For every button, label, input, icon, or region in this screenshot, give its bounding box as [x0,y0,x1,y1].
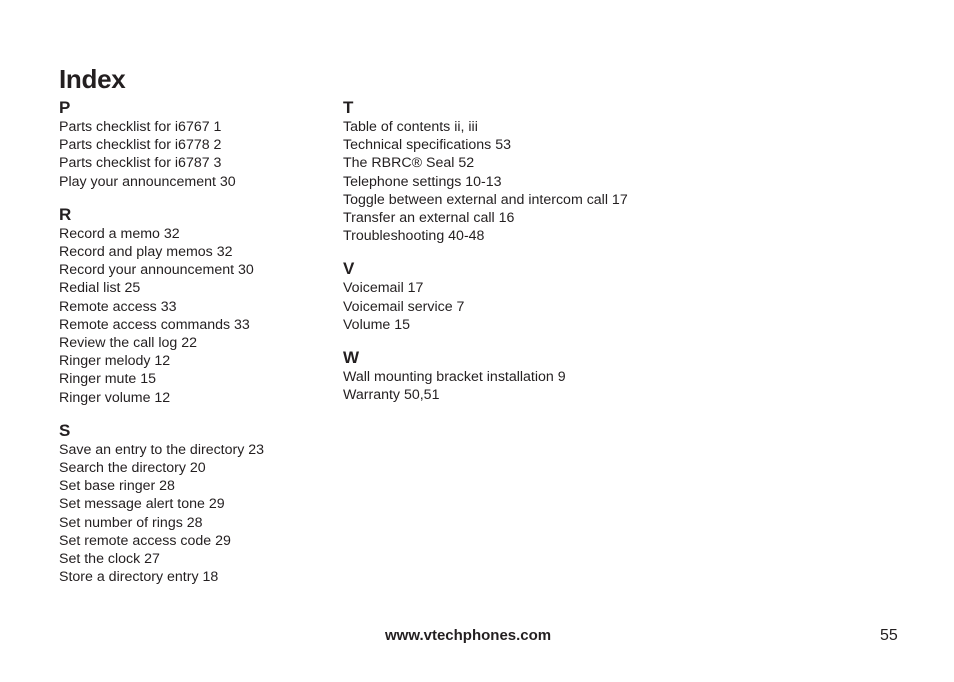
entry-list [343,368,633,404]
index-entry: Ringer melody 12 [59,353,171,370]
index-entry: Record and play memos 32 [59,244,233,261]
entry-list [343,279,633,334]
index-entry: Set base ringer 28 [59,478,175,495]
index-entry: Redial list 25 [59,280,141,297]
index-entry: Remote access 33 [59,298,177,315]
index-entry: Parts checklist for i6778 2 [59,137,222,154]
entry-list [59,441,329,587]
entry-list [59,118,329,191]
page-title: Index [59,64,126,94]
index-column-left [59,98,329,600]
entry-list [343,118,633,245]
section-letter: V [343,259,355,279]
section-letter: R [59,204,72,224]
index-entry: Ringer volume 12 [59,389,171,406]
index-entry: Toggle between external and intercom call 17 [343,191,628,208]
index-entry: Record your announcement 30 [59,262,254,279]
index-section-v [343,259,633,334]
footer-website-url: www.vtechphones.com [385,627,552,644]
index-entry: Ringer mute 15 [59,371,156,388]
index-entry: Parts checklist for i6787 3 [59,155,222,172]
index-entry: Telephone settings 10-13 [343,173,502,190]
page-number: 55 [880,627,898,644]
index-entry: Save an entry to the directory 23 [59,441,265,458]
section-letter: W [343,348,360,368]
index-entry: Play your announcement 30 [59,173,236,190]
section-letter: S [59,420,71,440]
index-section-w [343,348,633,404]
index-entry: Troubleshooting 40-48 [343,228,485,245]
index-column-right [343,98,633,418]
index-entry: Set number of rings 28 [59,514,203,531]
index-section-r [59,205,329,407]
index-entry: Search the directory 20 [59,460,206,477]
index-entry: Record a memo 32 [59,225,180,242]
index-entry: Remote access commands 33 [59,316,250,333]
index-entry: Set message alert tone 29 [59,496,225,513]
index-entry: Review the call log 22 [59,335,198,352]
entry-list [59,225,329,407]
section-letter: P [59,98,71,117]
index-entry: The RBRC® Seal 52 [343,155,475,172]
index-entry: Technical specifications 53 [343,137,511,154]
index-entry: Store a directory entry 18 [59,569,219,586]
index-entry: Volume 15 [343,316,411,333]
index-entry: Warranty 50,51 [343,387,440,404]
index-entry: Voicemail 17 [343,280,424,297]
index-entry: Transfer an external call 16 [343,210,515,227]
index-entry: Set remote access code 29 [59,532,231,549]
index-entry: Set the clock 27 [59,551,160,568]
index-section-s [59,421,329,587]
index-entry: Table of contents ii, iii [343,119,478,135]
index-section-p [59,98,329,191]
index-entry: Wall mounting bracket installation 9 [343,369,566,386]
index-section-t [343,98,633,245]
index-entry: Parts checklist for i6767 1 [59,119,222,135]
section-letter: T [343,98,354,117]
index-entry: Voicemail service 7 [343,298,465,315]
